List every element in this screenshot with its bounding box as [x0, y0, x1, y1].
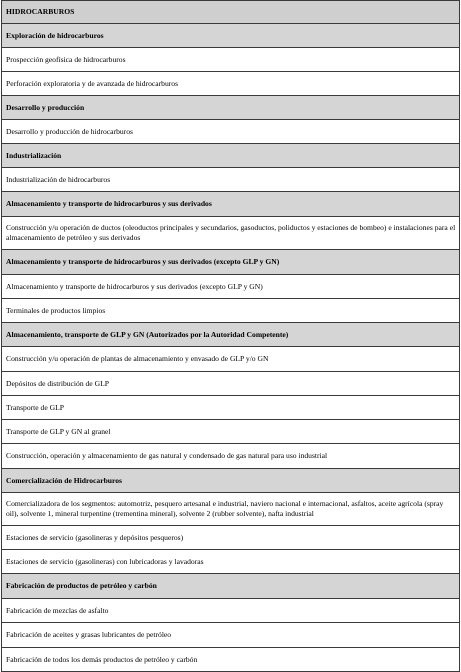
table-row	[2, 444, 460, 469]
table-title-cell: HIDROCARBUROS	[2, 1, 460, 24]
table-row	[2, 493, 460, 526]
table-row	[2, 526, 460, 550]
section-header-row	[2, 323, 460, 347]
table-cell: Depósitos de distribución de GLP	[2, 372, 460, 396]
table-cell: Fabricación de todos los demás productos de petróleo y carbón	[2, 648, 460, 672]
table-row	[2, 396, 460, 420]
table-cell: Estaciones de servicio (gasolineras y depósitos pesqueros)	[2, 526, 460, 550]
section-header-row	[2, 574, 460, 599]
activity-table	[1, 0, 460, 672]
table-row	[2, 623, 460, 648]
section-header-row	[2, 96, 460, 120]
table-header-row	[2, 1, 460, 24]
table-cell: Fabricación de mezclas de asfalto	[2, 599, 460, 623]
table-cell: Estaciones de servicio (gasolineras) con lubricadoras y lavadoras	[2, 550, 460, 574]
table-row	[2, 168, 460, 192]
table-row	[2, 299, 460, 323]
section-header-row	[2, 192, 460, 217]
section-header-cell: Desarrollo y producción	[2, 96, 460, 120]
table-row	[2, 48, 460, 72]
section-header-cell: Fabricación de productos de petróleo y carbón	[2, 574, 460, 599]
table-cell: Industrialización de hidrocarburos	[2, 168, 460, 192]
table-cell: Construcción y/u operación de ductos (oleoductos principales y secundarios, gasoductos, poliductos y estaciones de bombeo) e instalaciones para el almacenamiento de petróleo y sus derivados	[2, 217, 460, 250]
table-cell: Perforación exploratoria y de avanzada de hidrocarburos	[2, 72, 460, 96]
section-header-cell: Almacenamiento y transporte de hidrocarburos y sus derivados	[2, 192, 460, 217]
section-header-cell: Exploración de hidrocarburos	[2, 24, 460, 48]
table-cell: Construcción y/u operación de plantas de almacenamiento y envasado de GLP y/o GN	[2, 347, 460, 372]
section-header-row	[2, 250, 460, 275]
section-header-row	[2, 24, 460, 48]
table-row	[2, 420, 460, 444]
table-cell: Transporte de GLP y GN al granel	[2, 420, 460, 444]
table-cell: Construcción, operación y almacenamiento de gas natural y condensado de gas natural para uso industrial	[2, 444, 460, 469]
section-header-cell: Comercialización de Hidrocarburos	[2, 469, 460, 493]
table-cell: Fabricación de aceites y grasas lubricantes de petróleo	[2, 623, 460, 648]
table-row	[2, 275, 460, 299]
table-cell: Almacenamiento y transporte de hidrocarburos y sus derivados (excepto GLP y GN)	[2, 275, 460, 299]
table-cell: Comercializadora de los segmentos: automotriz, pesquero artesanal e industrial, naviero nacional e internacional, asfaltos, aceite agrícola (spray oil), solvente 1, mineral turpentine (trementina mineral), solvente 2 (rubber solvente), nafta industrial	[2, 493, 460, 526]
table-cell: Desarrollo y producción de hidrocarburos	[2, 120, 460, 144]
section-header-row	[2, 469, 460, 493]
section-header-cell: Almacenamiento y transporte de hidrocarburos y sus derivados (excepto GLP y GN)	[2, 250, 460, 275]
section-header-cell: Almacenamiento, transporte de GLP y GN (Autorizados por la Autoridad Competente)	[2, 323, 460, 347]
table-row	[2, 550, 460, 574]
table-row	[2, 120, 460, 144]
section-header-cell: Industrialización	[2, 144, 460, 168]
table-row	[2, 648, 460, 672]
table-row	[2, 372, 460, 396]
section-header-row	[2, 144, 460, 168]
table-cell: Prospección geofísica de hidrocarburos	[2, 48, 460, 72]
table-row	[2, 599, 460, 623]
table-row	[2, 72, 460, 96]
table-cell: Transporte de GLP	[2, 396, 460, 420]
table-cell: Terminales de productos limpios	[2, 299, 460, 323]
table-row	[2, 347, 460, 372]
table-row	[2, 217, 460, 250]
